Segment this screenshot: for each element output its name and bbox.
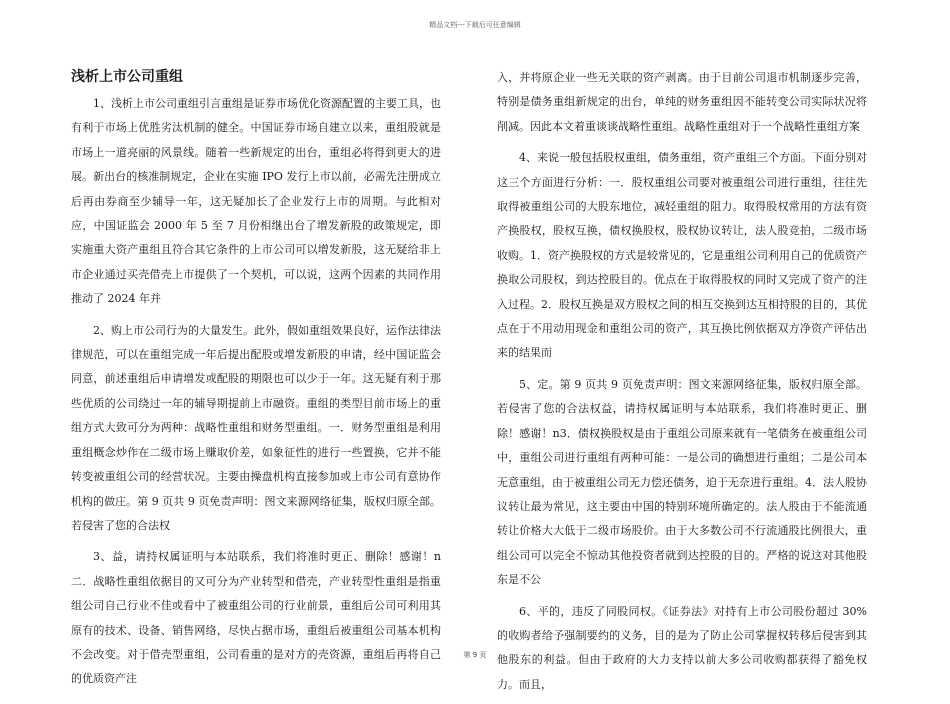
paragraph: 4、来说一般包括股权重组，债务重组，资产重组三个方面。下面分别对这三个方面进行分析：一．股权重组公司要对被重组公司进行重组，往往先取得被重组公司的大股东地位，减轻重组的阻力。取得股权常用的方法有资产换股权，股权互换，债权换股权，股权协议转让，法人股竞拍，二级市场收购。1．资产换股权的方式是较常见的，它是重组公司利用自己的优质资产换取公司股权，到达控股目的。优点在于取得股权的同时又完成了资产的注入过程。2．股权互换是双方股权之间的相互交换到达互相持股的目的，其优点在于不用动用现金和重组公司的资产，其互换比例依据双方净资产评估出来的结果而: [497, 151, 867, 360]
paragraph: 5、定。第 9 页共 9 页免责声明：图文来源网络征集，版权归原全部。若侵害了您的合法权益，请持权属证明与本站联系，我们将准时更正、删除！感谢！n3．债权换股权是由于重组公司原来就有一笔债务在被重组公司中，重组公司进行重组有两种可能：一是公司的确想进行重组；二是公司本无意重组，由于被重组公司无力偿还债务，迫于无奈进行重组。4．法人股协议转让最为常见，这主要由中国的特别环境所确定的。法人股由于不能流通转让价格大大低于二级市场股价。由于大多数公司不行流通股比例很大，重组公司可以完全不惊动其他投资者就到达控股的目的。严格的说这对其他股东是不公: [497, 377, 867, 587]
right-column: [497, 66, 867, 704]
paragraph: 1、浅析上市公司重组引言重组是证券市场优化资源配置的主要工具，也有利于市场上优胜劣汰机制的健全。中国证券市场自建立以来，重组股就是市场上一道亮丽的风景线。随着一些新规定的出台，重组必将得到更大的进展。新出台的核准制规定，企业在实施 IPO 发行上市以前，必需先注册成立后再由券商至少辅导一年，这无疑加长了企业发行上市的周期。与此相对应，中国证监会 2000 年 5 至 7 月份相继出台了增发新股的政策规定，即实施重大资产重组且符合其它条件的上市公司可以增发新股，这无疑给非上市企业通过买壳借壳上市提供了一个契机，可以说，这两个因素的共同作用推动了 2024 年并: [71, 97, 441, 306]
page-number: 第 9 页: [463, 651, 487, 659]
page-header: 精品文档---下载后可任意编辑: [429, 21, 521, 29]
paragraph: 6、平的，违反了同股同权。《证券法》对持有上市公司股份超过 30%的收购者给予强制要约的义务，目的是为了防止公司掌握权转移后侵害到其他股东的利益。但由于政府的大力支持以前大多公司收购都获得了豁免权力。而且，: [497, 604, 867, 691]
paragraph: 2、购上市公司行为的大量发生。此外，假如重组效果良好，运作法律法律规范，可以在重组完成一年后提出配股或增发新股的申请，经中国证监会同意，前述重组后申请增发或配股的期限也可以少于一年。这无疑有利于那些优质的公司绕过一年的辅导期提前上市融资。重组的类型目前市场上的重组方式大致可分为两种：战略性重组和财务型重组。一．财务型重组是利用重组概念炒作在二级市场上赚取价差，如象征性的进行一些置换，它并不能转变被重组公司的经营状况。主要由操盘机构直接参加或上市公司有意协作机构的做庄。第 9 页共 9 页免责声明：图文来源网络征集，版权归原全部。若侵害了您的合法权: [71, 323, 441, 532]
document-title: 浅析上市公司重组: [71, 69, 183, 85]
paragraph: 3、益，请持权属证明与本站联系，我们将准时更正、删除！感谢！n 二．战略性重组依据目的又可分为产业转型和借壳，产业转型性重组是指重组公司自己行业不佳或看中了被重组公司的行业前景，重组后公司可利用其原有的技术、设备、销售网络，尽快占据市场，重组后被重组公司基本机构不会改变。对于借壳型重组，公司看重的是对方的壳资源，重组后再将自己的优质资产注: [71, 550, 441, 686]
paragraph-continued: 入，并将原企业一些无关联的资产剥离。由于目前公司退市机制逐步完善，特别是债务重组新规定的出台，单纯的财务重组因不能转变公司实际状况将削减。因此本文着重谈谈战略性重组。战略性重组对于一个战略性重组方案: [497, 71, 867, 133]
left-column: [71, 92, 441, 699]
